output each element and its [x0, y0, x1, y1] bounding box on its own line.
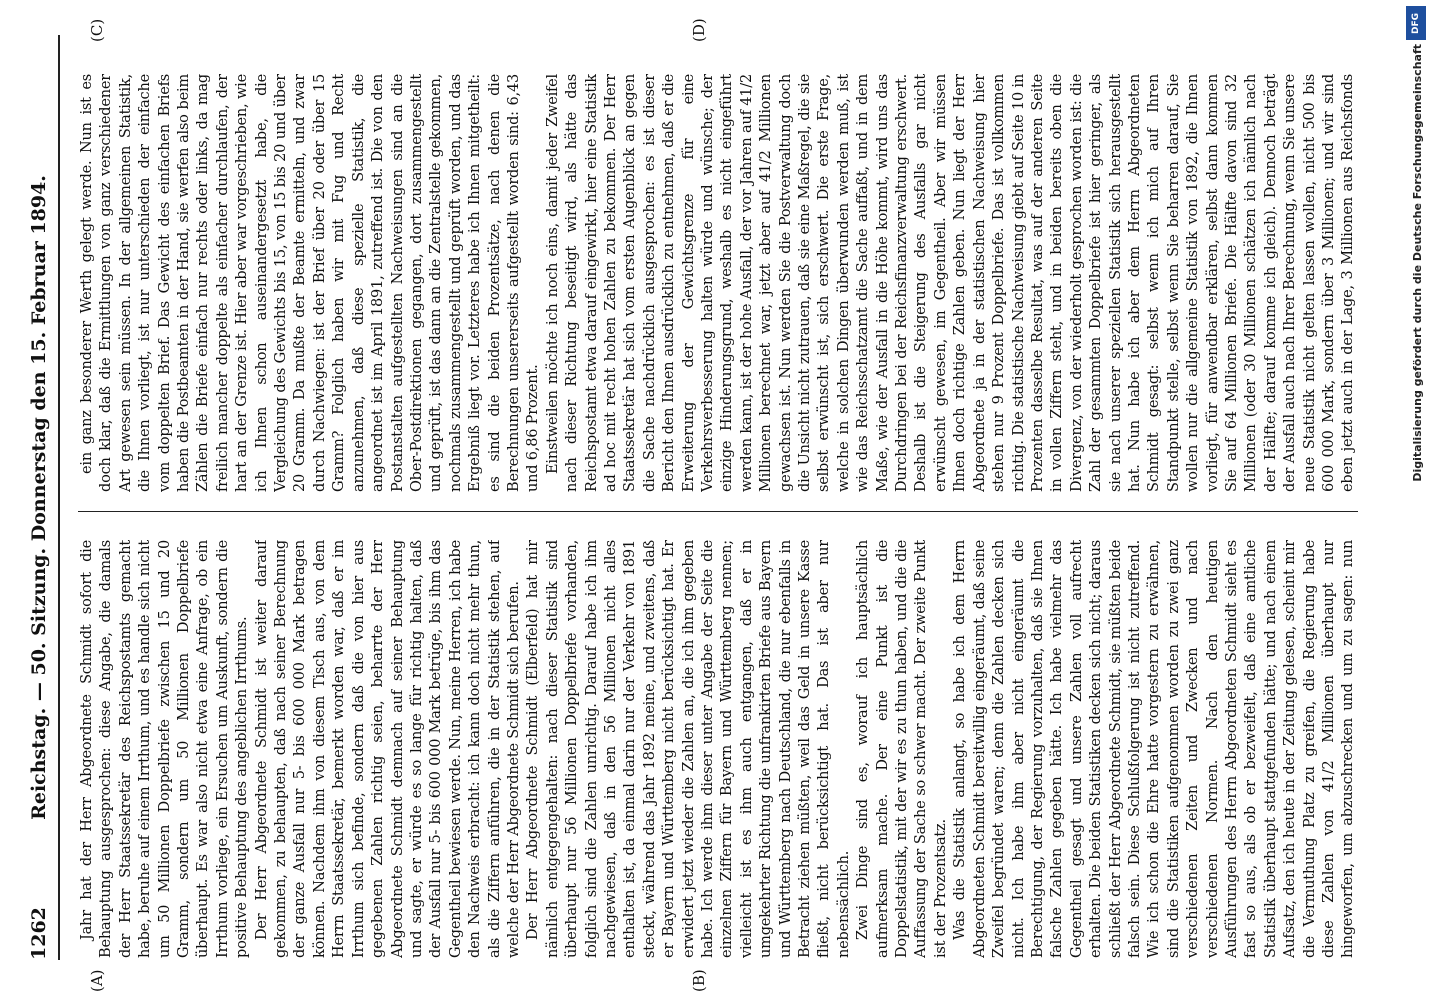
paragraph: ein ganz besonderer Werth gelegt werde. Nun ist es doch klar, daß die Ermittlungen von ganz verschiedener Art gewesen sein müssen. In der allgemeinen Statistik, die Ihnen vorliegt, ist nur unterschieden der einfache vom doppelten Brief. Das Gewicht des einfachen Briefs haben die Postbeamten in der Hand, sie werfen also beim Zählen die Briefe einfach nur rechts oder links, da mag freilich mancher doppelte als einfacher durchlaufen, der hart an der Grenze ist. Hier aber war vorgeschrieben, wie ich Ihnen schon auseinandergesetzt habe, die Vergleichung des Gewichts bis 15, von 15 bis 20 und über 20 Gramm. Da mußte der Beamte ermitteln, und zwar durch Nachwiegen: ist der Brief über 20 oder über 15 Gramm? Folglich haben wir mit Fug und Recht anzunehmen, daß diese spezielle Statistik, die angeordnet ist im April 1891, zutreffend ist. Die von den Postanstalten aufgestellten Nachweisungen sind an die Ober-Postdirektionen gegangen, dort zusammengestellt und geprüft, ist das dann an die Zentralstelle gekommen, nochmals zusammengestellt und geprüft worden, und das Ergebniß liegt vor. Letzteres habe ich Ihnen mitgetheilt: es sind die beiden Prozentsätze, nach denen die Berechnungen unsererseits aufgestellt worden sind: 6,43 und 6,86 Prozent.: [79, 74, 542, 492]
column-divider: [78, 511, 1358, 512]
header-rule: [58, 35, 60, 960]
digitization-sidebar: [1398, 0, 1432, 1000]
paragraph: Zwei Dinge sind es, worauf ich hauptsächlich aufmerksam mache. Der eine Punkt ist die Doppelstatistik, mit der wir es zu thun haben, und die die Auffassung der Sache so schwer macht. Der zweite Punkt ist der Prozentsatz.: [855, 540, 949, 958]
page-header: [18, 35, 58, 960]
margin-mark-b: (B): [690, 969, 708, 992]
paragraph: Was die Statistik anlangt, so habe ich dem Herrn Abgeordneten Schmidt bereitwillig eingeräumt, daß seine Zweifel begründet waren; denn die Zahlen decken sich nicht. Ich habe ihm aber nicht eingeräumt die Berechtigung, der Regierung vorzuhalten, daß sie Ihnen falsche Zahlen gegeben hätte. Ich habe vielmehr das Gegentheil gesagt und unsere Zahlen voll aufrecht erhalten. Die beiden Statistiken decken sich nicht; daraus schließt der Herr Abgeordnete Schmidt, sie müßten beide falsch sein. Diese Schlußfolgerung ist nicht zutreffend. Wie ich schon die Ehre hatte vorgestern zu erwähnen, sind die Statistiken aufgenommen worden zu zwei ganz verschiedenen Zeiten und Zwecken und nach verschiedenen Normen. Nach den heutigen Ausführungen des Herrn Abgeordneten Schmidt sieht es fast so aus, als ob er bezweifelt, daß eine amtliche Statistik überhaupt stattgefunden hätte; und nach einem Aufsatz, den ich heute in der Zeitung gelesen, scheint mir die Vermuthung Platz zu greifen, die Regierung habe diese Zahlen von 41/2 Millionen überhaupt nur hingeworfen, um abzuschrecken und um zu sagen: nun: [952, 540, 1357, 958]
paragraph: Der Herr Abgeordnete Schmidt ist weiter darauf gekommen, zu behaupten, daß nach seiner Berechnung der ganze Ausfall nur 5- bis 600 000 Mark betragen können. Nachdem ihm von diesem Tisch aus, von dem Herrn Staatssekretär, bemerkt worden war, daß er im Irrthum sich befinde, sondern daß die von hier aus gegebenen Zahlen richtig seien, beharrte der Herr Abgeordnete Schmidt demnach auf seiner Behauptung und sagte, er würde es so lange für richtig halten, daß der Ausfall nur 5- bis 600 000 Mark betrüge, bis ihm das Gegentheil bewiesen werde. Nun, meine Herren, ich habe den Nachweis erbracht: ich kann doch nicht mehr thun, als die Ziffern anführen, die in der Statistik stehen, auf welche der Herr Abgeordnete Schmidt sich berufen.: [253, 540, 522, 958]
page-number: 1262: [28, 907, 50, 960]
page-title: Reichstag. — 50. Sitzung. Donnerstag den 15. Februar 1894.: [28, 175, 50, 820]
margin-mark-a: (A): [88, 969, 106, 992]
margin-mark-d: (D): [690, 18, 708, 42]
funding-credit: Digitalisierung gefördert durch die Deutsche Forschungsgemeinschaft: [1411, 44, 1424, 482]
dfg-logo: DFG: [1406, 6, 1426, 40]
paragraph: Der Herr Abgeordnete Schmidt (Elberfeld) hat mir nämlich entgegengehalten: nach dieser Statistik sind überhaupt nur 56 Millionen Doppelbriefe vorhanden, folglich sind die Zahlen unrichtig. Darauf habe ich ihm nachgewiesen, daß in den 56 Millionen nicht alles enthalten ist, da einmal darin nur der Verkehr von 1891 steckt, während das Jahr 1892 meine, und zweitens, daß er Bayern und Württemberg nicht berücksichtigt hat. Er erwidert jetzt wieder die Zahlen an, die ich ihm gegeben habe. Ich werde ihm dieser unter Angabe der Seite die einzelnen Ziffern für Bayern und Württemberg nennen; vielleicht ist es ihm auch entgangen, daß er in umgekehrter Richtung die unfrankirten Briefe aus Bayern und Württemberg nach Deutschland, die nur ebenfalls in Betracht ziehen müßten, weil das Geld in unsere Kasse fließt, nicht berücksichtigt hat. Das ist aber nur nebensächlich.: [525, 540, 852, 958]
right-column: [78, 74, 1358, 492]
left-column: [78, 540, 1358, 958]
paragraph: Einstweilen möchte ich noch eins, damit jeder Zweifel nach dieser Richtung beseitigt wird, als hätte das Reichspostamt etwa darauf eingewirkt, hier eine Statistik ad hoc mit recht hohen Zahlen zu bekommen. Der Herr Staatssekretär hat sich vom ersten Augenblick an gegen die Sache nachdrücklich ausgesprochen: es ist dieser Bericht den Ihnen ausdrücklich zu entnehmen, daß er die Erweiterung der Gewichtsgrenze für eine Verkehrsverbesserung halten würde und wünsche; der einzige Hinderungsgrund, weshalb es nicht eingeführt werden kann, ist der hohe Ausfall, der vor Jahren auf 41/2 Millionen berechnet war, jetzt aber auf 41/2 Millionen gewachsen ist. Nun werden Sie die Postverwaltung doch die Unsicht nicht zutrauen, daß sie eine Maßregel, die sie selbst erwünscht ist, sich erschwert. Die erste Frage, welche in solchen Dingen überwunden werden muß, ist wie das Reichsschatzamt die Sache auffaßt, und in dem Maße, wie der Ausfall in die Höhe kommt, wird uns das Durchdringen bei der Reichsfinanzverwaltung erschwert. Deshalb ist die Steigerung des Ausfalls gar nicht erwünscht gewesen, im Gegentheil. Aber wir müssen Ihnen doch richtige Zahlen geben. Nun liegt der Herr Abgeordnete ja in der statistischen Nachweisung hier stehen nur 9 Prozent Doppelbriefe. Das ist vollkommen richtig. Die statistische Nachweisung giebt auf Seite 10 in Prozenten dasselbe Resultat, was auf der anderen Seite in vollen Ziffern steht, und in beiden bereits oben die Divergenz, von der wiederholt gesprochen worden ist: die Zahl der gesammten Doppelbriefe ist hier geringer, als sie nach unserer speziellen Statistik sich herausgestellt hat. Nun habe ich aber dem Herrn Abgeordneten Schmidt gesagt: selbst wenn ich mich auf Ihren Standpunkt stelle, selbst wenn Sie beharren darauf, Sie wollen nur die allgemeine Statistik von 1892, die Ihnen vorliegt, für anwendbar erklären, selbst dann kommen Sie auf 64 Millionen Briefe. Die Hälfte davon sind 32 Millionen (oder 30 Millionen schätzen ich nämlich nach der Hälfte; darauf komme ich gleich). Dennoch beträgt der Ausfall auch nach Ihrer Berechnung, wenn Sie unsere neue Statistik nicht gelten lassen wollen, nicht 500 bis 600 000 Mark, sondern über 3 Millionen; und wir sind eben jetzt auch in der Lage, 3 Millionen aus Reichsfonds: [544, 74, 1357, 492]
margin-mark-c: (C): [88, 18, 106, 42]
paragraph: Jahr hat der Herr Abgeordnete Schmidt sofort die Behauptung ausgesprochen: diese Angabe, die damals der Herr Staatssekretär des Reichspostamts gemacht habe, beruhe auf einem Irrthum, und es handle sich nicht um 50 Millionen Doppelbriefe zwischen 15 und 20 Gramm, sondern um 50 Millionen Doppelbriefe überhaupt. Es war also nicht etwa eine Anfrage, ob ein Irrthum vorliege, ein Ersuchen um Auskunft, sondern die positive Behauptung des angeblichen Irrthums.: [79, 540, 251, 958]
